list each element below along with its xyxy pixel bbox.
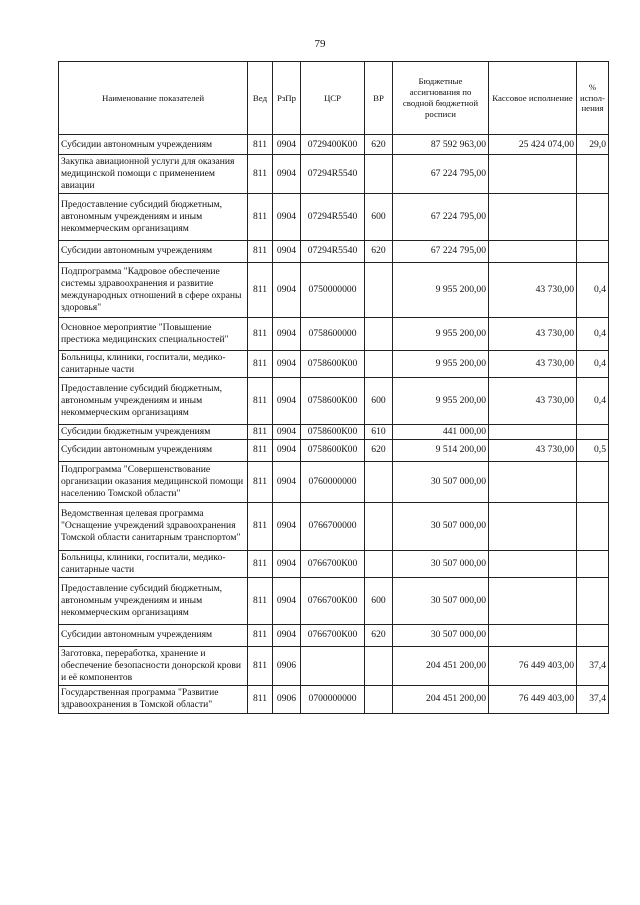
cell-vr: 620 — [365, 624, 393, 646]
cell-cash — [489, 550, 577, 577]
cell-name: Предоставление субсидий бюджетным, автономным учреждениям и иным некоммерческим организациям — [59, 377, 248, 424]
cell-budget: 30 507 000,00 — [393, 550, 489, 577]
cell-name: Ведомственная целевая программа "Оснащение учреждений здравоохранения Томской области санитарным транспортом" — [59, 502, 248, 550]
cell-name: Субсидии бюджетным учреждениям — [59, 424, 248, 439]
cell-pct — [577, 577, 609, 624]
cell-ved: 811 — [248, 685, 273, 713]
cell-vr — [365, 646, 393, 685]
cell-csr: 07294R5540 — [301, 193, 365, 240]
header-rzpr: РзПр — [273, 62, 301, 135]
cell-vr: 610 — [365, 424, 393, 439]
cell-csr: 0758600К00 — [301, 350, 365, 377]
cell-cash — [489, 240, 577, 262]
cell-cash: 43 730,00 — [489, 377, 577, 424]
cell-cash: 25 424 074,00 — [489, 135, 577, 155]
cell-vr — [365, 262, 393, 317]
cell-budget: 67 224 795,00 — [393, 155, 489, 194]
cell-rzpr: 0904 — [273, 193, 301, 240]
table-row — [59, 193, 609, 240]
cell-cash: 76 449 403,00 — [489, 646, 577, 685]
header-ved: Вед — [248, 62, 273, 135]
table-row — [59, 350, 609, 377]
cell-budget: 30 507 000,00 — [393, 624, 489, 646]
cell-pct — [577, 502, 609, 550]
cell-ved: 811 — [248, 155, 273, 194]
cell-vr — [365, 502, 393, 550]
cell-csr: 07294R5540 — [301, 240, 365, 262]
table-row — [59, 317, 609, 350]
cell-ved: 811 — [248, 461, 273, 502]
cell-rzpr: 0904 — [273, 424, 301, 439]
cell-budget: 67 224 795,00 — [393, 193, 489, 240]
budget-table — [58, 61, 609, 714]
cell-rzpr: 0904 — [273, 135, 301, 155]
cell-budget: 87 592 963,00 — [393, 135, 489, 155]
cell-cash — [489, 424, 577, 439]
cell-ved: 811 — [248, 262, 273, 317]
cell-pct — [577, 550, 609, 577]
cell-budget: 9 955 200,00 — [393, 262, 489, 317]
cell-rzpr: 0904 — [273, 461, 301, 502]
table-row — [59, 685, 609, 713]
cell-budget: 30 507 000,00 — [393, 461, 489, 502]
cell-rzpr: 0904 — [273, 577, 301, 624]
cell-vr: 600 — [365, 577, 393, 624]
page-number: 79 — [314, 38, 326, 50]
cell-ved: 811 — [248, 135, 273, 155]
cell-ved: 811 — [248, 624, 273, 646]
cell-vr — [365, 317, 393, 350]
cell-csr — [301, 646, 365, 685]
cell-cash — [489, 461, 577, 502]
cell-name: Заготовка, переработка, хранение и обеспечение безопасности донорской крови и её компонентов — [59, 646, 248, 685]
cell-vr — [365, 550, 393, 577]
cell-budget: 9 514 200,00 — [393, 439, 489, 461]
cell-ved: 811 — [248, 317, 273, 350]
cell-csr: 0766700К00 — [301, 577, 365, 624]
cell-name: Субсидии автономным учреждениям — [59, 135, 248, 155]
cell-name: Подпрограмма "Совершенствование организации оказания медицинской помощи населению Томской области" — [59, 461, 248, 502]
cell-budget: 9 955 200,00 — [393, 377, 489, 424]
cell-csr: 0766700К00 — [301, 550, 365, 577]
cell-name: Подпрограмма "Кадровое обеспечение системы здравоохранения и развитие международных отношений в сфере охраны здоровья" — [59, 262, 248, 317]
cell-csr: 0758600000 — [301, 317, 365, 350]
cell-ved: 811 — [248, 646, 273, 685]
table-row — [59, 577, 609, 624]
table-row — [59, 240, 609, 262]
cell-csr: 0700000000 — [301, 685, 365, 713]
table-body — [59, 135, 609, 714]
cell-pct: 37,4 — [577, 685, 609, 713]
cell-rzpr: 0904 — [273, 550, 301, 577]
cell-csr: 0729400К00 — [301, 135, 365, 155]
cell-csr: 0758600К00 — [301, 377, 365, 424]
cell-csr: 07294R5540 — [301, 155, 365, 194]
cell-ved: 811 — [248, 550, 273, 577]
header-pct: % испол-нения — [577, 62, 609, 135]
cell-cash: 76 449 403,00 — [489, 685, 577, 713]
cell-pct: 0,4 — [577, 262, 609, 317]
cell-ved: 811 — [248, 193, 273, 240]
cell-rzpr: 0904 — [273, 262, 301, 317]
cell-vr: 620 — [365, 135, 393, 155]
cell-pct: 29,0 — [577, 135, 609, 155]
cell-cash — [489, 155, 577, 194]
cell-rzpr: 0906 — [273, 646, 301, 685]
cell-pct — [577, 155, 609, 194]
cell-csr: 0766700000 — [301, 502, 365, 550]
cell-cash: 43 730,00 — [489, 317, 577, 350]
cell-rzpr: 0904 — [273, 155, 301, 194]
cell-rzpr: 0906 — [273, 685, 301, 713]
header-csr: ЦСР — [301, 62, 365, 135]
cell-budget: 67 224 795,00 — [393, 240, 489, 262]
cell-cash — [489, 624, 577, 646]
cell-csr: 0760000000 — [301, 461, 365, 502]
table-row — [59, 624, 609, 646]
cell-budget: 441 000,00 — [393, 424, 489, 439]
cell-name: Предоставление субсидий бюджетным, автономным учреждениям и иным некоммерческим организациям — [59, 577, 248, 624]
cell-ved: 811 — [248, 439, 273, 461]
header-name: Наименование показателей — [59, 62, 248, 135]
table-row — [59, 262, 609, 317]
cell-pct — [577, 193, 609, 240]
table-row — [59, 461, 609, 502]
cell-vr — [365, 155, 393, 194]
cell-budget: 204 451 200,00 — [393, 685, 489, 713]
cell-ved: 811 — [248, 502, 273, 550]
cell-pct — [577, 424, 609, 439]
cell-ved: 811 — [248, 577, 273, 624]
cell-ved: 811 — [248, 424, 273, 439]
cell-vr: 620 — [365, 240, 393, 262]
table-row — [59, 646, 609, 685]
cell-cash: 43 730,00 — [489, 350, 577, 377]
cell-vr: 600 — [365, 193, 393, 240]
table-row — [59, 155, 609, 194]
cell-pct: 0,4 — [577, 317, 609, 350]
table-row — [59, 550, 609, 577]
cell-name: Субсидии автономным учреждениям — [59, 624, 248, 646]
cell-pct — [577, 240, 609, 262]
cell-cash: 43 730,00 — [489, 262, 577, 317]
cell-pct — [577, 624, 609, 646]
table-row — [59, 135, 609, 155]
cell-budget: 9 955 200,00 — [393, 350, 489, 377]
cell-rzpr: 0904 — [273, 350, 301, 377]
cell-rzpr: 0904 — [273, 377, 301, 424]
cell-pct: 0,5 — [577, 439, 609, 461]
cell-ved: 811 — [248, 377, 273, 424]
cell-pct: 37,4 — [577, 646, 609, 685]
cell-name: Основное мероприятие "Повышение престижа медицинских специальностей" — [59, 317, 248, 350]
cell-name: Закупка авиационной услуги для оказания медицинской помощи с применением авиации — [59, 155, 248, 194]
table-row — [59, 424, 609, 439]
cell-ved: 811 — [248, 350, 273, 377]
cell-budget: 204 451 200,00 — [393, 646, 489, 685]
cell-vr — [365, 461, 393, 502]
cell-cash — [489, 577, 577, 624]
cell-vr: 600 — [365, 377, 393, 424]
cell-name: Субсидии автономным учреждениям — [59, 439, 248, 461]
cell-vr: 620 — [365, 439, 393, 461]
cell-pct: 0,4 — [577, 350, 609, 377]
cell-rzpr: 0904 — [273, 624, 301, 646]
table-row — [59, 439, 609, 461]
header-cash: Кассовое исполнение — [489, 62, 577, 135]
table-row — [59, 377, 609, 424]
cell-rzpr: 0904 — [273, 240, 301, 262]
cell-name: Субсидии автономным учреждениям — [59, 240, 248, 262]
cell-csr: 0750000000 — [301, 262, 365, 317]
cell-name: Больницы, клиники, госпитали, медико-санитарные части — [59, 350, 248, 377]
cell-csr: 0766700К00 — [301, 624, 365, 646]
cell-budget: 9 955 200,00 — [393, 317, 489, 350]
cell-csr: 0758600К00 — [301, 439, 365, 461]
cell-csr: 0758600К00 — [301, 424, 365, 439]
table-header-row — [59, 62, 609, 135]
header-budget: Бюджетные ассигнования по сводной бюджетной росписи — [393, 62, 489, 135]
cell-rzpr: 0904 — [273, 502, 301, 550]
cell-vr — [365, 350, 393, 377]
cell-cash — [489, 193, 577, 240]
cell-cash: 43 730,00 — [489, 439, 577, 461]
cell-budget: 30 507 000,00 — [393, 502, 489, 550]
cell-pct — [577, 461, 609, 502]
header-vr: ВР — [365, 62, 393, 135]
cell-rzpr: 0904 — [273, 317, 301, 350]
cell-pct: 0,4 — [577, 377, 609, 424]
cell-vr — [365, 685, 393, 713]
cell-name: Предоставление субсидий бюджетным, автономным учреждениям и иным некоммерческим организациям — [59, 193, 248, 240]
cell-rzpr: 0904 — [273, 439, 301, 461]
table-row — [59, 502, 609, 550]
cell-cash — [489, 502, 577, 550]
cell-ved: 811 — [248, 240, 273, 262]
cell-name: Больницы, клиники, госпитали, медико-санитарные части — [59, 550, 248, 577]
cell-name: Государственная программа "Развитие здравоохранения в Томской области" — [59, 685, 248, 713]
cell-budget: 30 507 000,00 — [393, 577, 489, 624]
